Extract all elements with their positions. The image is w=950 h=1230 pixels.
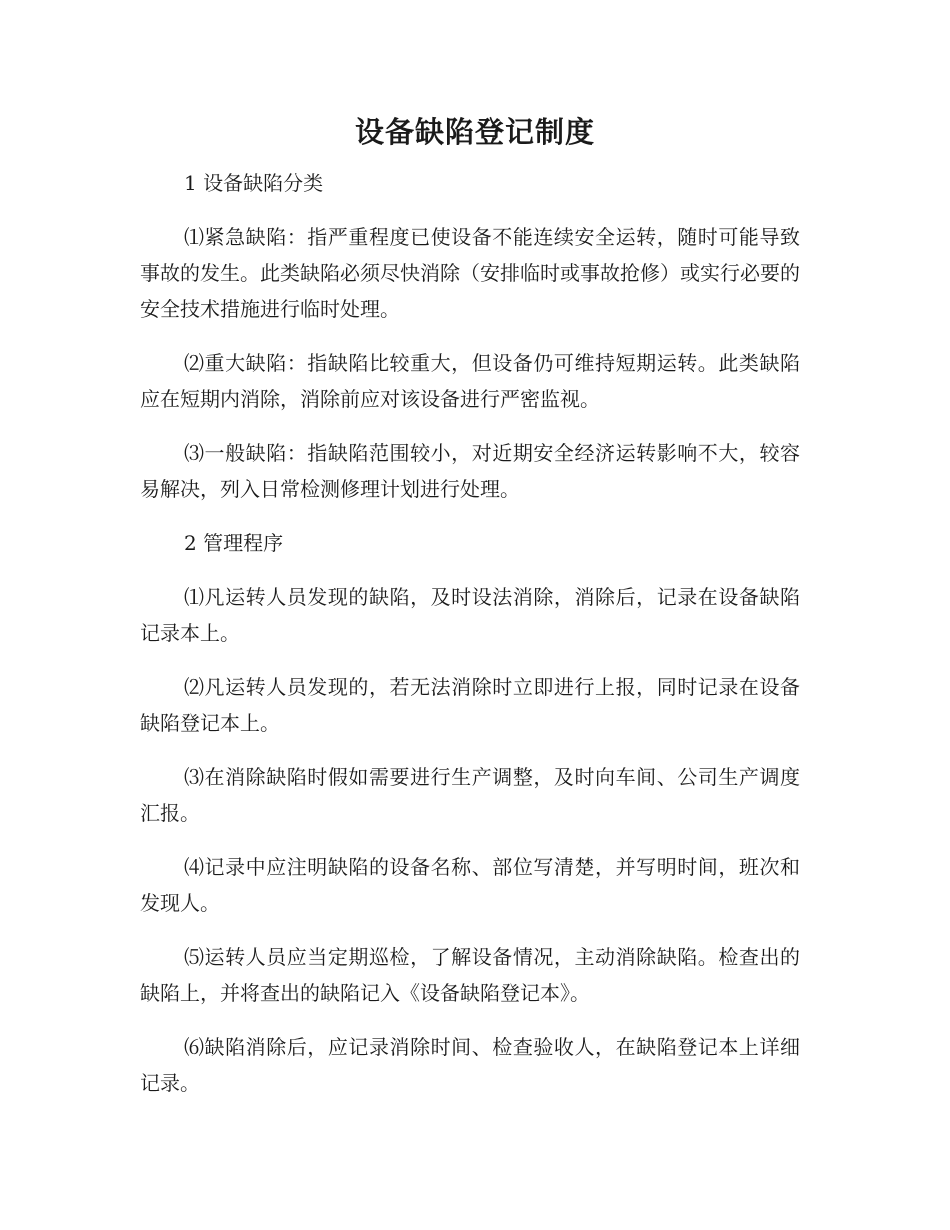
document-body	[140, 165, 800, 1101]
paragraph-urgent-defect: ⑴紧急缺陷：指严重程度已使设备不能连续安全运转，随时可能导致事故的发生。此类缺陷必须尽快消除（安排临时或事故抢修）或实行必要的安全技术措施进行临时处理。	[140, 225, 800, 321]
paragraph-procedure-1: ⑴凡运转人员发现的缺陷，及时设法消除，消除后，记录在设备缺陷记录本上。	[140, 585, 800, 645]
section-heading-classification: 1 设备缺陷分类	[184, 171, 324, 195]
paragraph-procedure-3: ⑶在消除缺陷时假如需要进行生产调整，及时向车间、公司生产调度汇报。	[140, 765, 800, 825]
document-title: 设备缺陷登记制度	[354, 115, 595, 149]
paragraph-procedure-4: ⑷记录中应注明缺陷的设备名称、部位写清楚，并写明时间，班次和发现人。	[140, 855, 800, 915]
paragraph-procedure-2: ⑵凡运转人员发现的，若无法消除时立即进行上报，同时记录在设备缺陷登记本上。	[140, 675, 800, 735]
paragraph-major-defect: ⑵重大缺陷：指缺陷比较重大，但设备仍可维持短期运转。此类缺陷应在短期内消除，消除前应对该设备进行严密监视。	[140, 351, 800, 411]
paragraph-procedure-6: ⑹缺陷消除后，应记录消除时间、检查验收人，在缺陷登记本上详细记录。	[140, 1035, 800, 1095]
paragraph-procedure-5: ⑸运转人员应当定期巡检，了解设备情况，主动消除缺陷。检查出的缺陷上，并将查出的缺陷记入《设备缺陷登记本》。	[140, 945, 800, 1005]
section-heading-procedure: 2 管理程序	[184, 531, 284, 555]
paragraph-general-defect: ⑶一般缺陷：指缺陷范围较小，对近期安全经济运转影响不大，较容易解决，列入日常检测修理计划进行处理。	[140, 441, 800, 501]
